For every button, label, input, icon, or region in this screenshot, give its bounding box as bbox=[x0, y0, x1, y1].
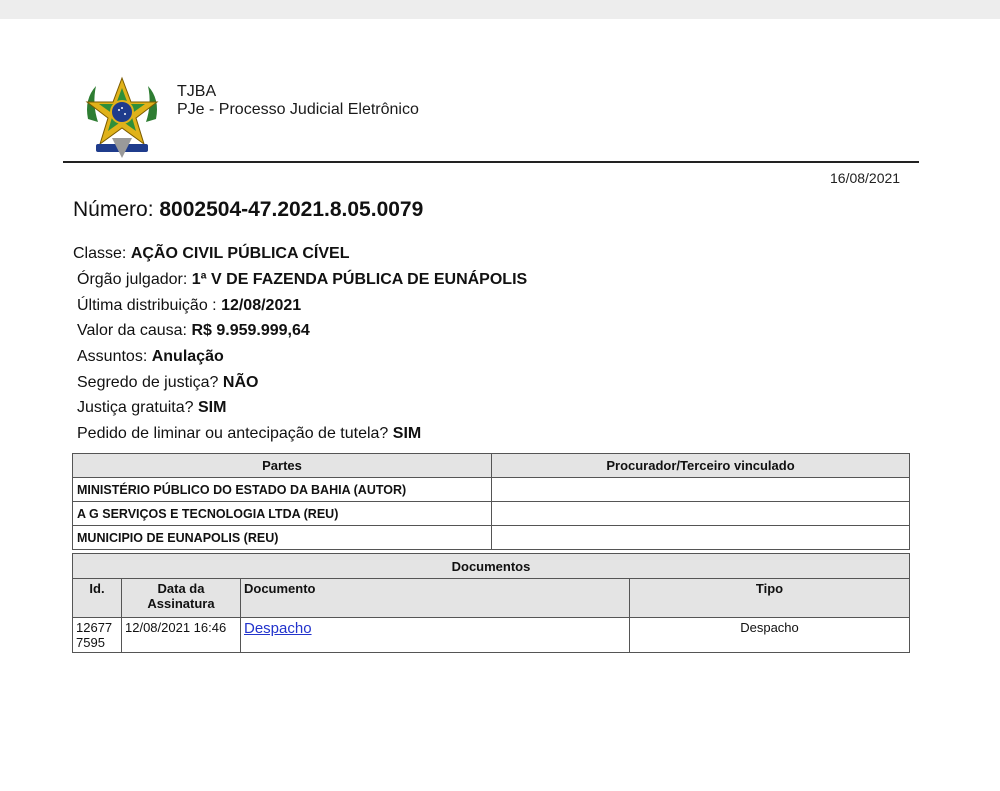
segredo-label: Segredo de justiça? bbox=[77, 374, 219, 391]
process-number bbox=[73, 198, 423, 222]
org-name: TJBA bbox=[177, 83, 217, 100]
documento-header: Documento bbox=[241, 579, 630, 618]
orgao-label: Órgão julgador: bbox=[77, 271, 188, 288]
procurador-cell bbox=[492, 526, 910, 550]
procurador-header: Procurador/Terceiro vinculado bbox=[492, 454, 910, 478]
valor-label: Valor da causa: bbox=[77, 322, 187, 339]
distribuicao-label: Última distribuição : bbox=[77, 297, 217, 314]
table-row bbox=[73, 618, 910, 653]
table-row bbox=[73, 502, 910, 526]
liminar-value: SIM bbox=[392, 425, 422, 442]
classe-value: AÇÃO CIVIL PÚBLICA CÍVEL bbox=[130, 245, 350, 262]
classe-label: Classe: bbox=[73, 245, 127, 262]
numero-value: 8002504-47.2021.8.05.0079 bbox=[159, 198, 424, 221]
orgao-value: 1ª V DE FAZENDA PÚBLICA DE EUNÁPOLIS bbox=[191, 271, 528, 288]
parte-name: A G SERVIÇOS E TECNOLOGIA LTDA (REU) bbox=[73, 502, 492, 526]
classe-field bbox=[73, 245, 350, 263]
partes-table bbox=[72, 453, 910, 550]
assuntos-label: Assuntos: bbox=[77, 348, 148, 365]
brasao-emblem bbox=[82, 74, 162, 160]
valor-value: R$ 9.959.999,64 bbox=[191, 322, 310, 339]
header-text bbox=[177, 83, 419, 119]
parte-name: MINISTÉRIO PÚBLICO DO ESTADO DA BAHIA (AUTOR) bbox=[73, 478, 492, 502]
documentos-title: Documentos bbox=[73, 554, 910, 579]
gratuita-label: Justiça gratuita? bbox=[77, 399, 194, 416]
procurador-cell bbox=[492, 478, 910, 502]
tipo-header: Tipo bbox=[630, 579, 910, 618]
gratuita-value: SIM bbox=[197, 399, 227, 416]
parte-name: MUNICIPIO DE EUNAPOLIS (REU) bbox=[73, 526, 492, 550]
report-date: 16/08/2021 bbox=[830, 170, 901, 186]
orgao-field bbox=[77, 271, 527, 289]
table-row bbox=[73, 478, 910, 502]
data-header: Data da Assinatura bbox=[122, 579, 241, 618]
segredo-value: NÃO bbox=[222, 374, 259, 391]
valor-field bbox=[77, 322, 310, 340]
distribuicao-field bbox=[77, 297, 301, 315]
documentos-table bbox=[72, 553, 910, 653]
procurador-cell bbox=[492, 502, 910, 526]
assuntos-value: Anulação bbox=[151, 348, 224, 365]
table-row bbox=[73, 526, 910, 550]
partes-header: Partes bbox=[73, 454, 492, 478]
doc-cell bbox=[241, 618, 630, 653]
header-divider bbox=[63, 161, 919, 163]
numero-label: Número: bbox=[73, 198, 154, 221]
system-name: PJe - Processo Judicial Eletrônico bbox=[177, 101, 419, 118]
top-bar bbox=[0, 0, 1000, 19]
liminar-field bbox=[77, 425, 421, 443]
distribuicao-value: 12/08/2021 bbox=[221, 297, 302, 314]
id-header: Id. bbox=[73, 579, 122, 618]
despacho-link[interactable]: Despacho bbox=[244, 620, 312, 637]
segredo-field bbox=[77, 374, 258, 392]
doc-date: 12/08/2021 16:46 bbox=[122, 618, 241, 653]
gratuita-field bbox=[77, 399, 226, 417]
liminar-label: Pedido de liminar ou antecipação de tutela? bbox=[77, 425, 389, 442]
assuntos-field bbox=[77, 348, 224, 366]
doc-id: 12677 7595 bbox=[73, 618, 122, 653]
doc-type: Despacho bbox=[630, 618, 910, 653]
